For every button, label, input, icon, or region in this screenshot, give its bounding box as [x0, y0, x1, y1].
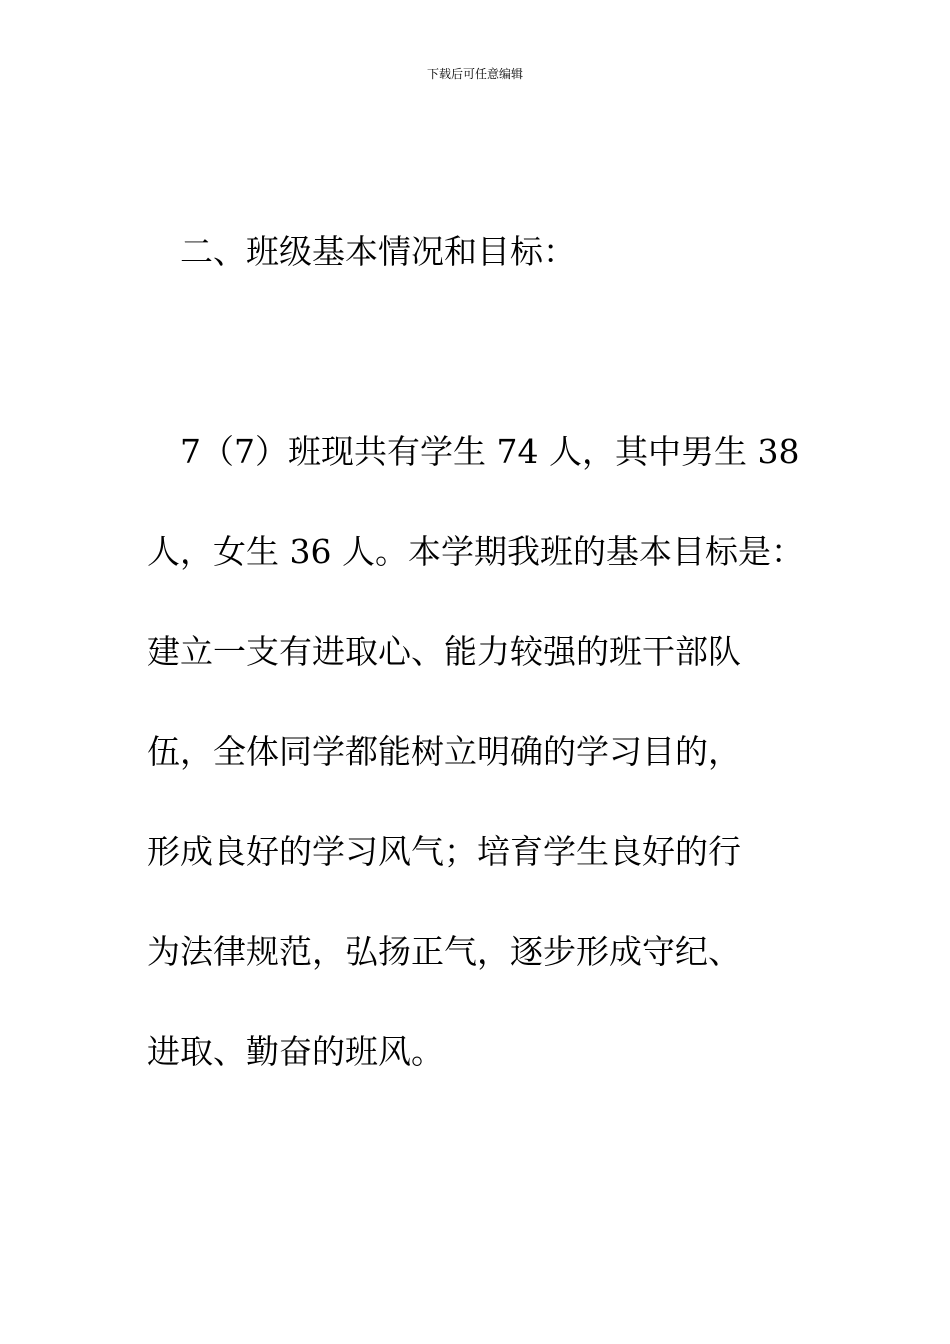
section-heading: 二、班级基本情况和目标：: [180, 232, 576, 271]
paragraph-line: 进取、勤奋的班风。: [147, 1032, 444, 1071]
paragraph-line: 7（7）班现共有学生 74 人，其中男生 38: [180, 432, 800, 471]
paragraph-line: 形成良好的学习风气；培育学生良好的行: [147, 832, 741, 871]
page-header-note: 下载后可任意编辑: [426, 67, 523, 81]
paragraph-line: 人，女生 36 人。本学期我班的基本目标是：: [147, 532, 804, 571]
paragraph-line: 伍，全体同学都能树立明确的学习目的，: [147, 732, 741, 771]
paragraph-line: 为法律规范，弘扬正气，逐步形成守纪、: [147, 932, 741, 971]
paragraph-line: 建立一支有进取心、能力较强的班干部队: [147, 632, 741, 671]
